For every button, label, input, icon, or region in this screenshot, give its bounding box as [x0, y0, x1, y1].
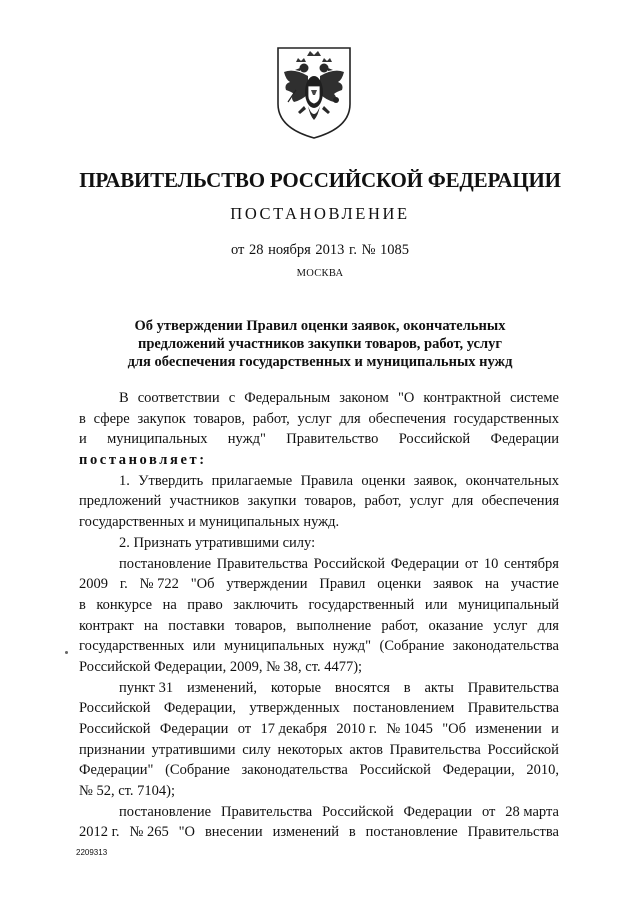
word: 10	[483, 555, 499, 572]
word: поставки	[168, 617, 225, 634]
word: Федерации"	[79, 762, 154, 779]
government-heading: ПРАВИТЕЛЬСТВО РОССИЙСКОЙ ФЕДЕРАЦИИ	[79, 168, 561, 192]
word: муниципальных	[107, 431, 208, 448]
word: Федерации	[159, 721, 229, 737]
word: г.	[119, 576, 128, 593]
word: в	[348, 824, 356, 841]
word: и	[79, 431, 87, 448]
word: от	[237, 721, 252, 737]
word: 2010 г.	[336, 721, 377, 737]
word: Правительства	[467, 679, 559, 696]
document-code: 2209313	[76, 848, 108, 857]
word: обеспечения	[368, 410, 446, 427]
body-line	[79, 554, 559, 575]
decree-word: постановляет:	[79, 452, 207, 469]
word: постановлением	[353, 700, 455, 717]
word: товаров,	[234, 617, 287, 634]
word: изменений,	[186, 679, 257, 696]
word: постановление	[365, 824, 458, 841]
word: обеспечения	[481, 493, 559, 510]
word: (Собрание	[379, 638, 445, 655]
word: товаров,	[193, 410, 246, 427]
word: работ,	[381, 617, 419, 634]
word: Правительства	[467, 824, 559, 841]
word: предложений	[79, 493, 162, 510]
word: Правительства	[467, 700, 559, 717]
word: или	[192, 638, 216, 655]
word: Правительства	[216, 555, 308, 572]
word: сфере	[93, 410, 130, 427]
word: Федерации,	[163, 700, 236, 717]
word: в	[79, 596, 86, 613]
word: муниципальный	[458, 596, 559, 613]
body-line: 2. Признать утратившими силу:	[119, 534, 316, 551]
word: акты	[424, 679, 454, 696]
word: государственных	[453, 410, 559, 427]
word: контракт	[79, 617, 134, 634]
word: "О	[178, 824, 196, 841]
word: (Собрание	[165, 762, 230, 779]
word: законодательства	[241, 762, 348, 779]
word: изменении	[475, 721, 542, 737]
word: заявок,	[413, 472, 458, 489]
word: нужд"	[227, 431, 266, 448]
word: заключить	[233, 596, 298, 613]
word: законом	[339, 390, 389, 406]
document-type: ПОСТАНОВЛЕНИЕ	[230, 204, 410, 223]
word: соответствии	[137, 390, 220, 406]
word: Федерации	[403, 803, 473, 820]
word: Утвердить	[138, 472, 204, 489]
word: услуг	[493, 617, 528, 634]
word: Правительства	[389, 741, 481, 758]
word: Российской	[313, 555, 386, 572]
word: силу	[242, 741, 271, 758]
body-line	[79, 678, 559, 699]
word: Российской	[322, 803, 394, 820]
word: контрактной	[423, 390, 501, 406]
word: 2009	[79, 576, 108, 593]
word: Правила	[300, 472, 354, 489]
word: услуг	[409, 493, 444, 510]
body-line	[79, 740, 559, 761]
word: утратившими	[151, 741, 236, 758]
word: "О	[397, 390, 415, 406]
word: для	[537, 617, 559, 634]
word: актов	[349, 741, 383, 758]
word: на	[143, 617, 159, 634]
word: сентября	[504, 555, 559, 572]
word: в	[403, 679, 411, 696]
word: Российской	[487, 741, 559, 758]
word: оказание	[428, 617, 484, 634]
word: оценки	[361, 472, 406, 489]
body-line	[79, 802, 559, 823]
word: оценки	[377, 576, 422, 593]
word: Правил	[319, 576, 366, 593]
word: 1.	[119, 472, 130, 489]
word: окончательных	[465, 472, 559, 489]
word: 28 марта	[505, 803, 559, 820]
body-line	[79, 388, 559, 409]
body-line	[79, 409, 559, 430]
word: прилагаемые	[211, 472, 293, 489]
document-body	[79, 388, 559, 843]
word: муниципальных	[224, 638, 325, 655]
word: 2012 г.	[79, 824, 120, 841]
word: утвержденных	[249, 700, 340, 717]
word: выполнение	[296, 617, 372, 634]
word: пункт 31	[119, 679, 174, 696]
word: заявок	[433, 576, 473, 593]
word: с	[228, 390, 236, 406]
body-line	[79, 491, 559, 512]
word: закупок	[137, 410, 186, 427]
body-line	[79, 760, 559, 781]
word: государственных	[79, 638, 185, 655]
word: Правительства	[220, 803, 313, 820]
body-line: Российской Федерации, 2009, № 38, ст. 4477);	[79, 658, 363, 675]
body-line	[79, 616, 559, 637]
word: Федерации,	[442, 762, 515, 779]
word: работ,	[364, 493, 402, 510]
word: нужд"	[332, 638, 372, 655]
word: "Об	[190, 576, 215, 593]
word: государственный	[308, 596, 415, 613]
word: В	[119, 390, 129, 406]
word: Российской	[359, 762, 431, 779]
body-line	[79, 698, 559, 719]
word: Федерации	[490, 431, 559, 448]
title-line: для обеспечения государственных и муниципальных нужд	[127, 354, 513, 370]
margin-dot	[65, 651, 68, 654]
word: № 722	[139, 576, 179, 593]
word: и	[551, 721, 559, 737]
word: товаров,	[304, 493, 357, 510]
word: в	[79, 410, 86, 427]
city: МОСКВА	[296, 268, 344, 279]
word: 2010,	[526, 762, 559, 779]
word: на	[162, 596, 177, 613]
word: от	[464, 555, 479, 572]
coat-of-arms-icon	[274, 42, 354, 142]
word: для	[452, 493, 474, 510]
word: № 265	[129, 824, 169, 841]
word: № 1045	[386, 721, 433, 737]
title-line: предложений участников закупки товаров, работ, услуг	[138, 336, 502, 352]
body-line	[79, 429, 559, 450]
word: 17 декабря	[260, 721, 328, 737]
title-line: Об утверждении Правил оценки заявок, окончательных	[134, 318, 506, 334]
word: постановление	[119, 803, 212, 820]
word: закупки	[247, 493, 297, 510]
word: утверждении	[226, 576, 308, 593]
word: услуг	[297, 410, 332, 427]
document-title	[100, 317, 540, 371]
word: конкурсе	[96, 596, 153, 613]
body-line	[79, 595, 559, 616]
word: Российской	[398, 431, 471, 448]
word: участие	[510, 576, 559, 593]
word: право	[187, 596, 223, 613]
word: для	[339, 410, 361, 427]
body-line	[79, 636, 559, 657]
word: Федеральным	[244, 390, 331, 406]
word: участников	[169, 493, 240, 510]
word: Федерации	[390, 555, 460, 572]
word: или	[424, 596, 448, 613]
word: Правительство	[286, 431, 379, 448]
word: внесении	[204, 824, 263, 841]
word: некоторых	[277, 741, 343, 758]
word: от	[481, 803, 496, 820]
word: Российской	[79, 721, 151, 737]
word: работ,	[252, 410, 290, 427]
word: вносятся	[334, 679, 390, 696]
body-line	[79, 471, 559, 492]
word: постановление	[119, 555, 212, 572]
word: системе	[509, 390, 559, 406]
word: законодательства	[452, 638, 559, 655]
word: которые	[270, 679, 322, 696]
body-line	[79, 719, 559, 740]
word: изменений	[272, 824, 339, 841]
body-line: государственных и муниципальных нужд.	[79, 514, 340, 531]
word: Российской	[79, 700, 151, 717]
date-and-number: от 28 ноября 2013 г. № 1085	[230, 242, 410, 258]
word: на	[484, 576, 500, 593]
body-line	[79, 574, 559, 595]
word: "Об	[442, 721, 467, 737]
body-line	[79, 822, 559, 843]
body-line: № 52, ст. 7104);	[79, 783, 175, 800]
word: признании	[79, 741, 145, 758]
